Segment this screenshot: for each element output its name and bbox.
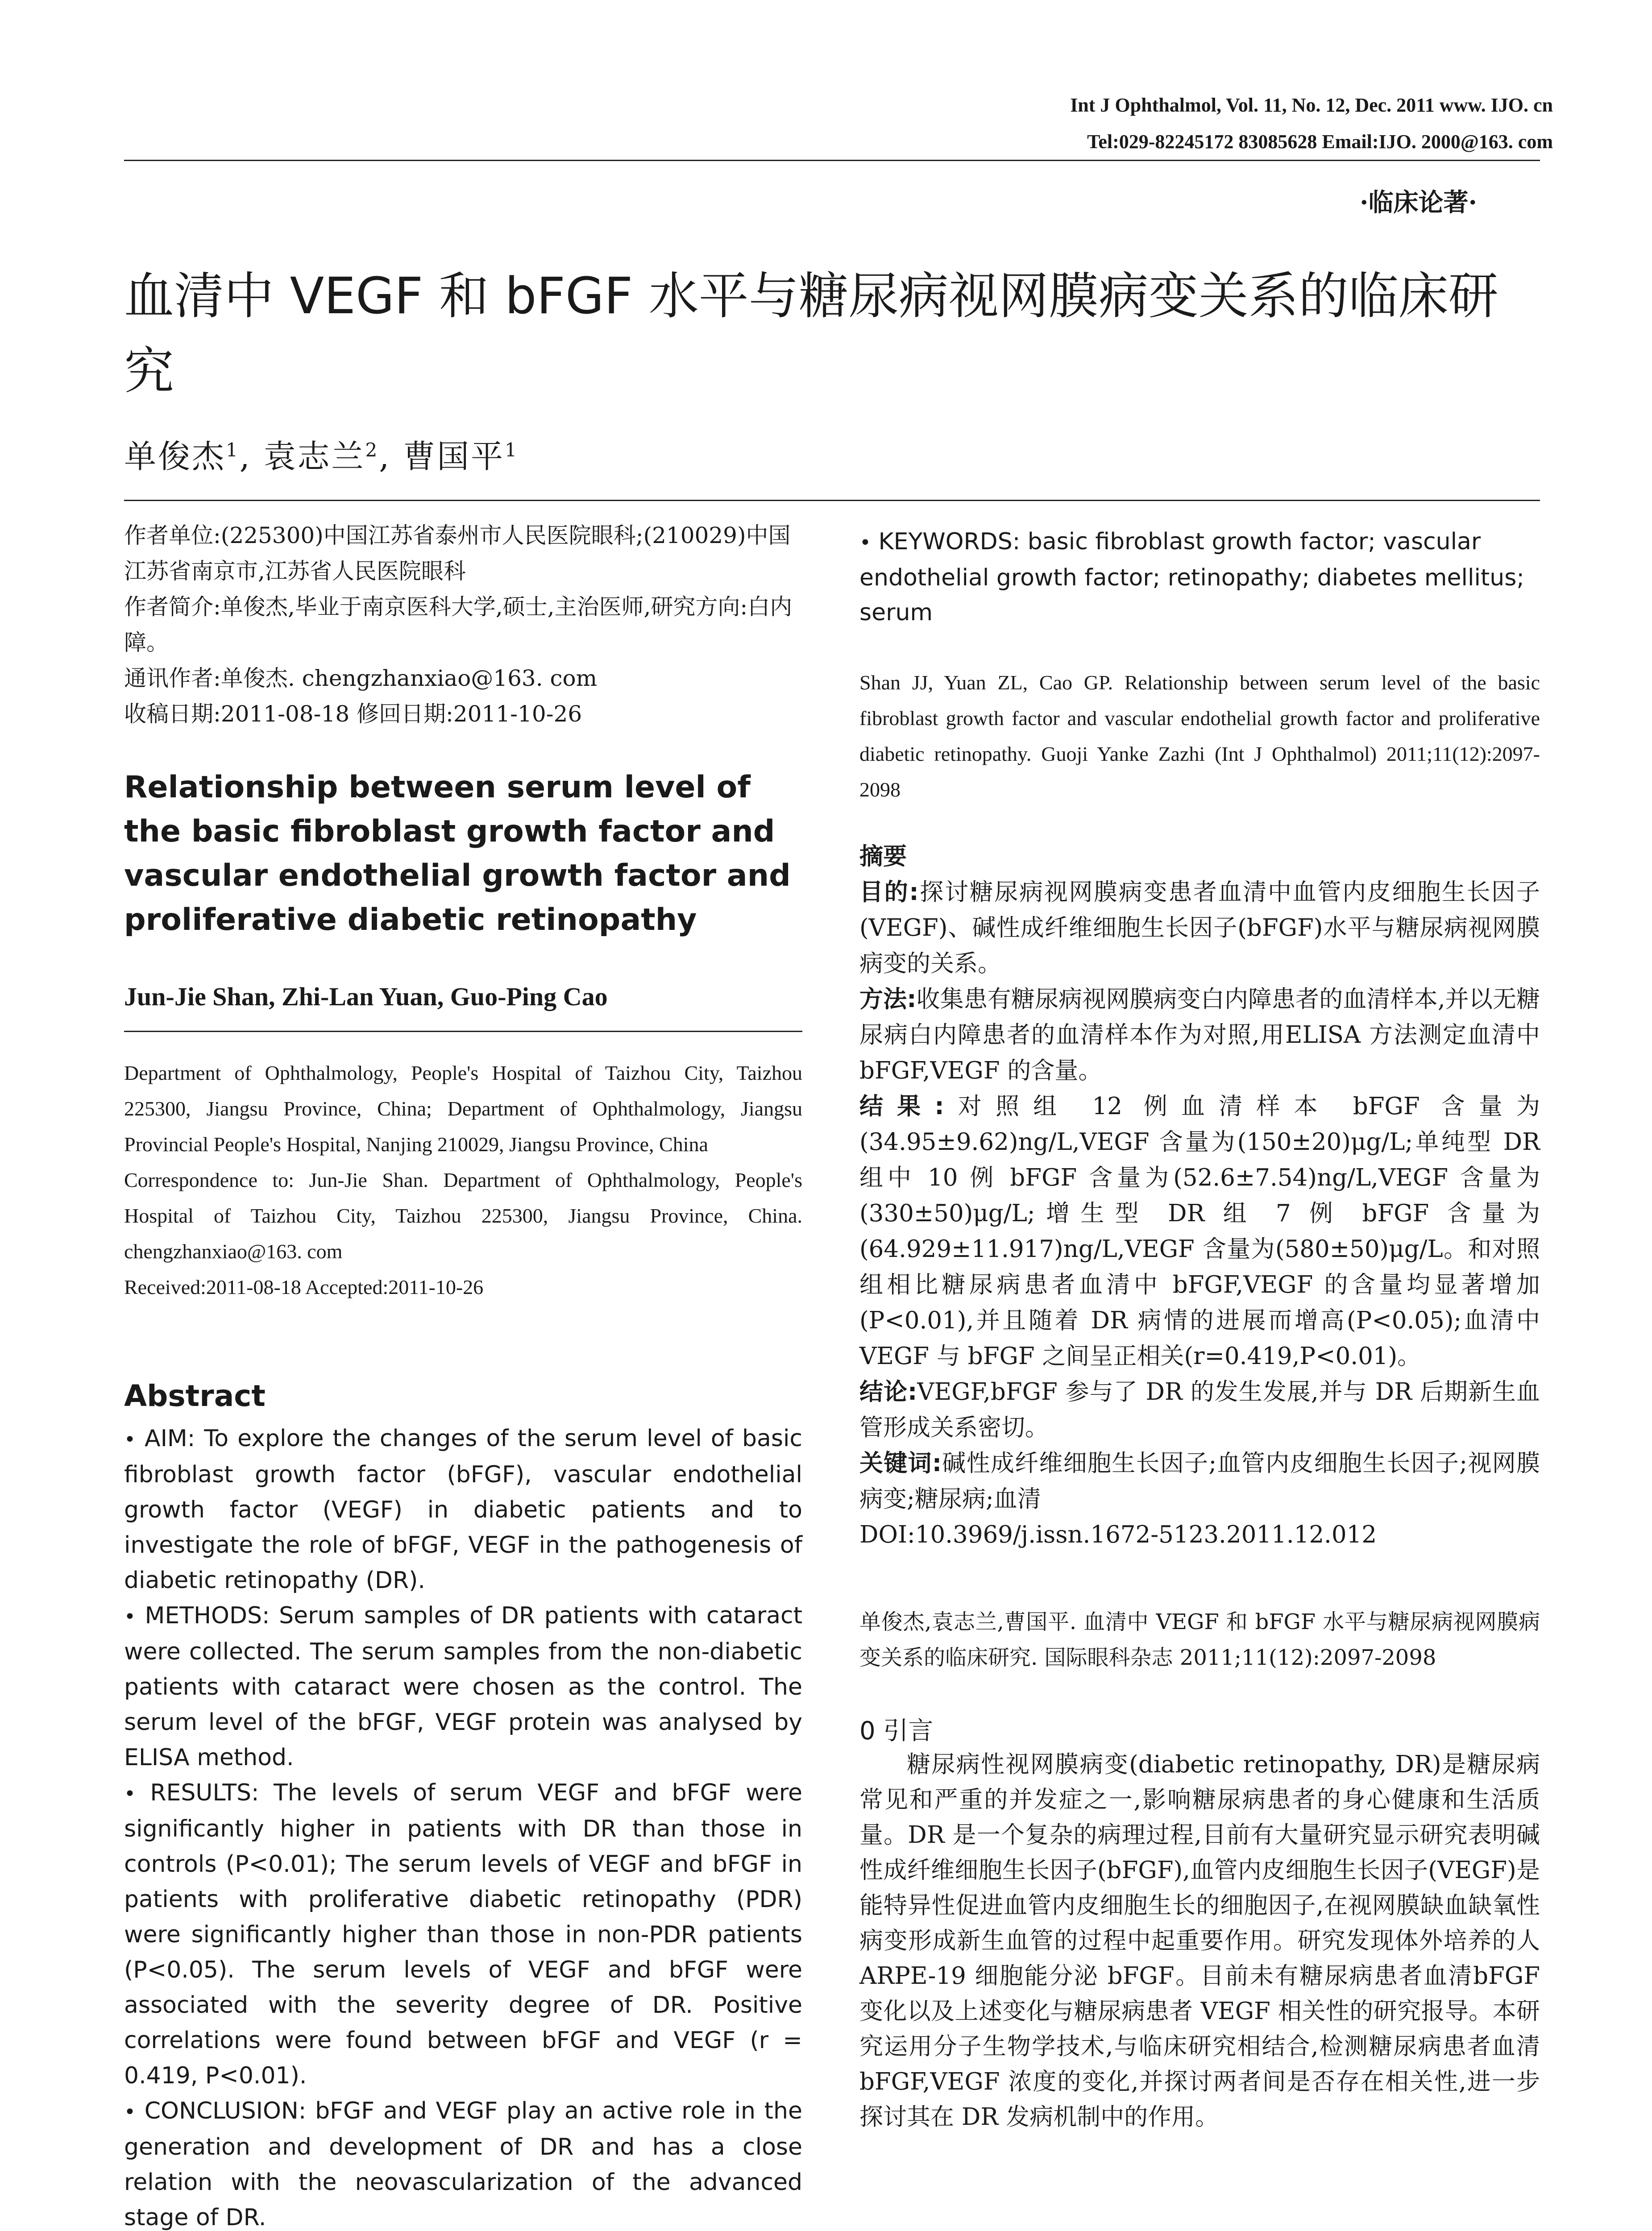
abstract-methods	[124, 1598, 802, 1775]
citation-cn: 单俊杰,袁志兰,曹国平. 血清中 VEGF 和 bFGF 水平与糖尿病视网膜病变关系的临床研究. 国际眼科杂志 2011;11(12):2097-2098	[859, 1609, 1540, 1670]
aim-text: 探讨糖尿病视网膜病变患者血清中血管内皮细胞生长因子(VEGF)、碱性成纤维细胞生长因子(bFGF)水平与糖尿病视网膜病变的关系。	[859, 879, 1540, 977]
author-affil-index: 1	[226, 439, 240, 461]
affiliation-cn-block	[124, 518, 802, 732]
abstract-conclusion	[124, 2094, 802, 2231]
doi: DOI:10.3969/j.issn.1672-5123.2011.12.012	[859, 1521, 1377, 1548]
dates-en: Received:2011-08-18 Accepted:2011-10-26	[124, 1276, 484, 1298]
abstract-results	[124, 1775, 802, 2094]
journal-contact: Tel:029-82245172 83085628 Email:IJO. 2000@163. com	[1087, 131, 1553, 153]
affiliation-cn: 作者单位:(225300)中国江苏省泰州市人民医院眼科;(210029)中国江苏省南京市,江苏省人民医院眼科	[124, 523, 791, 584]
affiliation-en: Department of Ophthalmology, People's Hospital of Taizhou City, Taizhou 225300, Jiangsu Province, China; Department of Ophthalmology, Jiangsu Provincial People's Hospital, Nanjing 210029, Jiangsu Province, China	[124, 1062, 802, 1156]
author-name: 袁志兰	[263, 438, 365, 475]
bullet-icon: •	[124, 2101, 136, 2123]
author-bio-cn: 作者简介:单俊杰,毕业于南京医科大学,硕士,主治医师,研究方向:白内障。	[124, 594, 793, 655]
authors-en-rule	[124, 1031, 802, 1032]
bullet-icon: •	[124, 1428, 136, 1451]
conclusion-label: 结论:	[859, 1378, 917, 1406]
correspondence-en: Correspondence to: Jun-Jie Shan. Department of Ophthalmology, People's Hospital of Taizhou City, Taizhou 225300, Jiangsu Province, China. chengzhanxiao@163. com	[124, 1169, 802, 1263]
abstract-aim-text: AIM: To explore the changes of the serum level of basic fibroblast growth factor (bFGF), vascular endothelial growth factor (VEGF) in diabetic patients and to investigate the role of bFGF, VEGF in the pathogenesis of diabetic retinopathy (DR).	[124, 1425, 802, 1594]
citation-en: Shan JJ, Yuan ZL, Cao GP. Relationship between serum level of the basic fibroblast growth factor and vascular endothelial growth factor and proliferative diabetic retinopathy. Guoji Yanke Zazhi (Int J Ophthalmol) 2011;11(12):2097-2098	[859, 671, 1540, 801]
article-title-en: Relationship between serum level of the basic fibroblast growth factor and vascular endothelial growth factor and proliferative diabetic retinopathy	[124, 770, 791, 937]
affiliation-en-block	[124, 1055, 802, 1305]
keywords-cn-text: 碱性成纤维细胞生长因子;血管内皮细胞生长因子;视网膜病变;糖尿病;血清	[859, 1450, 1540, 1513]
intro-heading: 0 引言	[859, 1717, 934, 1746]
correspondence-cn: 通讯作者:单俊杰. chengzhanxiao@163. com	[124, 665, 598, 691]
abstract-cn-heading: 摘要	[859, 843, 907, 870]
dates-cn: 收稿日期:2011-08-18 修回日期:2011-10-26	[124, 701, 582, 727]
bullet-icon: •	[859, 531, 871, 554]
aim-label: 目的:	[859, 879, 919, 906]
authors-en: Jun-Jie Shan, Zhi-Lan Yuan, Guo-Ping Cao	[124, 982, 608, 1011]
journal-header: Int J Ophthalmol, Vol. 11, No. 12, Dec. 2011 www. IJO. cn	[1070, 94, 1553, 116]
keywords-en-text: KEYWORDS: basic fibroblast growth factor; vascular endothelial growth factor; retinopathy; diabetes mellitus; serum	[859, 528, 1524, 626]
bullet-icon: •	[124, 1605, 136, 1628]
conclusion-text: VEGF,bFGF 参与了 DR 的发生发展,并与 DR 后期新生血管形成关系密切。	[859, 1378, 1540, 1441]
author-separator: ,	[379, 438, 391, 475]
methods-label: 方法:	[859, 986, 917, 1013]
author-name: 曹国平	[403, 438, 505, 475]
authors-cn	[124, 431, 519, 477]
results-label: 结果:	[859, 1093, 944, 1120]
abstract-results-text: RESULTS: The levels of serum VEGF and bFGF were significantly higher in patients with DR than those in controls (P<0.01); The serum levels of VEGF and bFGF in patients with proliferative diabetic retinopathy (PDR) were significantly higher than those in non-PDR patients (P<0.05). The serum levels of VEGF and bFGF were associated with the severity degree of DR. Positive correlations were found between bFGF and VEGF (r = 0.419, P<0.01).	[124, 1779, 802, 2089]
keywords-cn-label: 关键词:	[859, 1450, 942, 1477]
keywords-en	[859, 524, 1540, 630]
abstract-body	[124, 1421, 802, 2231]
bullet-icon: •	[124, 1783, 136, 1805]
authors-rule	[124, 500, 1540, 501]
abstract-heading: Abstract	[124, 1379, 266, 1413]
author-separator: ,	[239, 438, 252, 475]
methods-text: 收集患有糖尿病视网膜病变白内障患者的血清样本,并以无糖尿病白内障患者的血清样本作为对照,用ELISA 方法测定血清中 bFGF,VEGF 的含量。	[859, 986, 1540, 1084]
header-rule	[124, 160, 1540, 161]
author-name: 单俊杰	[124, 438, 226, 475]
intro-body: 糖尿病性视网膜病变(diabetic retinopathy, DR)是糖尿病常见和严重的并发症之一,影响糖尿病患者的身心健康和生活质量。DR 是一个复杂的病理过程,目前有大量研究显示研究表明碱性成纤维细胞生长因子(bFGF),血管内皮细胞生长因子(VEGF)是能特异性促进血管内皮细胞生长的细胞因子,在视网膜缺血缺氧性病变形成新生血管的过程中起重要作用。研究发现体外培养的人ARPE-19 细胞能分泌 bFGF。目前未有糖尿病患者血清bFGF 变化以及上述变化与糖尿病患者 VEGF 相关性的研究报导。本研究运用分子生物学技术,与临床研究相结合,检测糖尿病患者血清 bFGF,VEGF 浓度的变化,并探讨两者间是否存在相关性,进一步探讨其在 DR 发病机制中的作用。	[859, 1751, 1540, 2131]
results-text: 对照组 12 例血清样本 bFGF 含量为(34.95±9.62)ng/L,VEGF 含量为(150±20)μg/L;单纯型 DR 组中 10 例 bFGF 含量为(52.6±7.54)ng/L,VEGF 含量为(330±50)μg/L;增生型 DR 组 7 例 bFGF 含量为(64.929±11.917)ng/L,VEGF 含量为(580±50)μg/L。和对照组相比糖尿病患者血清中 bFGF,VEGF 的含量均显著增加(P<0.01),并且随着 DR 病情的进展而增高(P<0.05);血清中 VEGF 与 bFGF 之间呈正相关(r=0.419,P<0.01)。	[859, 1093, 1540, 1370]
abstract-aim	[124, 1421, 802, 1598]
article-title-cn: 血清中 VEGF 和 bFGF 水平与糖尿病视网膜病变关系的临床研究	[124, 267, 1498, 400]
abstract-conclusion-text: CONCLUSION: bFGF and VEGF play an active role in the generation and development of DR and has a close relation with the neovascularization of the advanced stage of DR.	[124, 2098, 803, 2231]
section-label: ·临床论著·	[1360, 188, 1477, 217]
abstract-methods-text: METHODS: Serum samples of DR patients with cataract were collected. The serum samples from the non-diabetic patients with cataract were chosen as the control. The serum level of the bFGF, VEGF protein was analysed by ELISA method.	[124, 1602, 802, 1771]
author-affil-index: 1	[505, 439, 519, 461]
abstract-cn	[859, 839, 1540, 1553]
author-affil-index: 2	[365, 439, 379, 461]
